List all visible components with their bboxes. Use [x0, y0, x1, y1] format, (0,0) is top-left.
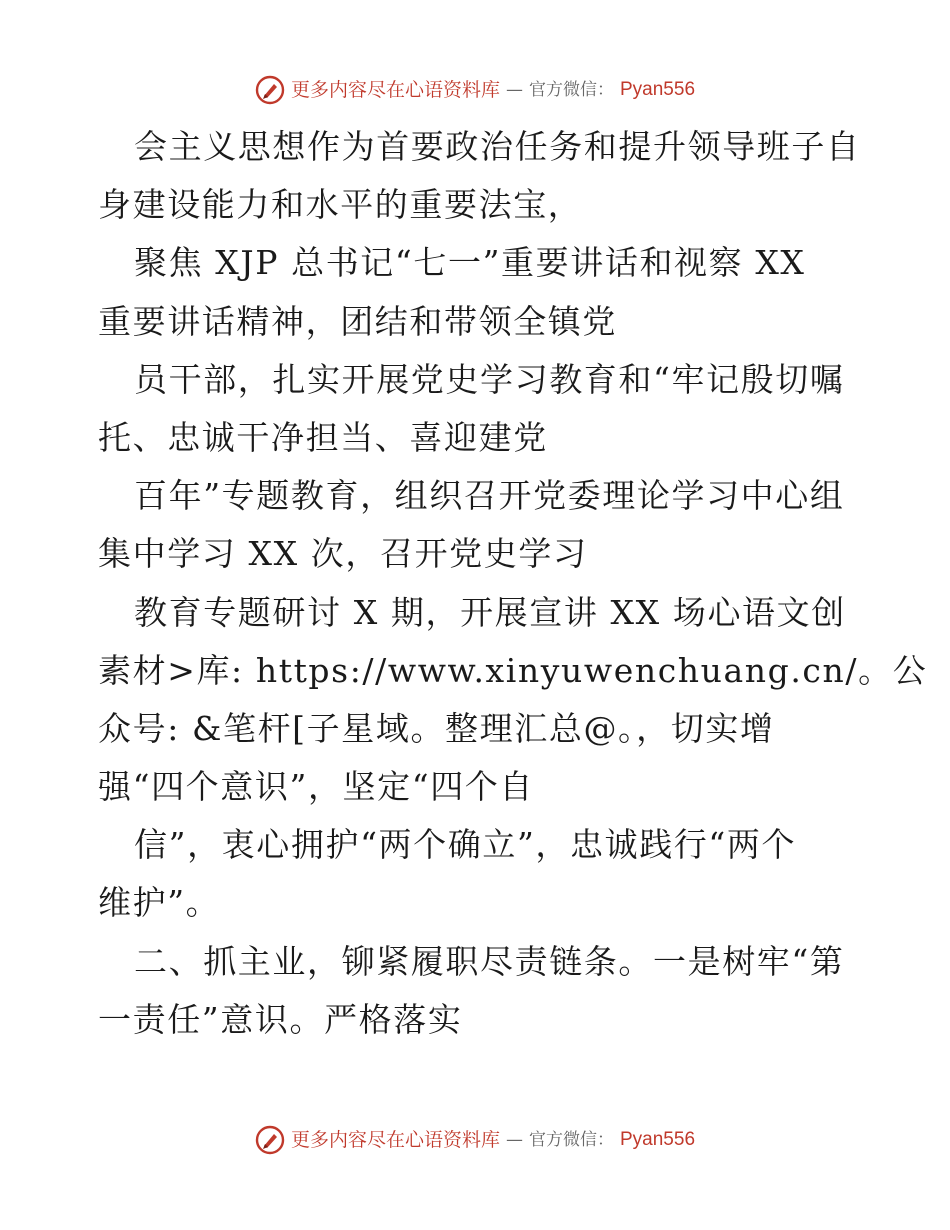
text-line: 百年”专题教育，组织召开党委理论学习中心组	[134, 476, 845, 516]
text-line: 素材>库: https://www.xinyuwenchuang.cn/。公	[98, 650, 928, 690]
text-line: 员干部，扎实开展党史学习教育和“牢记殷切嘱	[134, 359, 845, 399]
watermark-account: Pyan556	[620, 1129, 696, 1150]
text-line: 众号: &笔杆[子星域。整理汇总@。，切实增	[98, 708, 775, 748]
text-line: 重要讲话精神，团结和带领全镇党	[98, 301, 617, 341]
pen-logo-icon	[255, 1125, 285, 1155]
text-line: 强“四个意识”，坚定“四个自	[98, 767, 535, 807]
text-line: 信”，衷心拥护“两个确立”，忠诚践行“两个	[134, 825, 797, 865]
text-line: 聚焦 XJP 总书记“七一”重要讲话和视察 XX	[134, 243, 806, 283]
watermark-separator: —	[506, 80, 523, 100]
text-line: 教育专题研讨 X 期，开展宣讲 XX 场心语文创	[134, 592, 846, 632]
text-line: 托、忠诚干净担当、喜迎建党	[98, 417, 548, 457]
text-line: 身建设能力和水平的重要法宝，	[98, 185, 583, 225]
watermark-label: 官方微信：	[529, 80, 614, 100]
pen-logo-icon	[255, 75, 285, 105]
document-body	[98, 118, 928, 1049]
watermark-separator: —	[506, 1130, 523, 1150]
text-line: 二、抓主业，铆紧履职尽责链条。一是树牢“第	[134, 941, 845, 981]
watermark-label: 官方微信：	[529, 1130, 614, 1150]
text-line: 集中学习 XX 次，召开党史学习	[98, 534, 588, 574]
watermark-brand: 更多内容尽在心语资料库	[290, 79, 500, 101]
footer-watermark	[0, 1122, 950, 1158]
watermark-account: Pyan556	[620, 79, 696, 100]
text-line: 一责任”意识。严格落实	[98, 999, 463, 1039]
text-line: 会主义思想作为首要政治任务和提升领导班子自	[134, 127, 861, 166]
text-line: 维护”。	[98, 883, 221, 923]
header-watermark	[0, 72, 950, 108]
watermark-brand: 更多内容尽在心语资料库	[290, 1129, 500, 1151]
